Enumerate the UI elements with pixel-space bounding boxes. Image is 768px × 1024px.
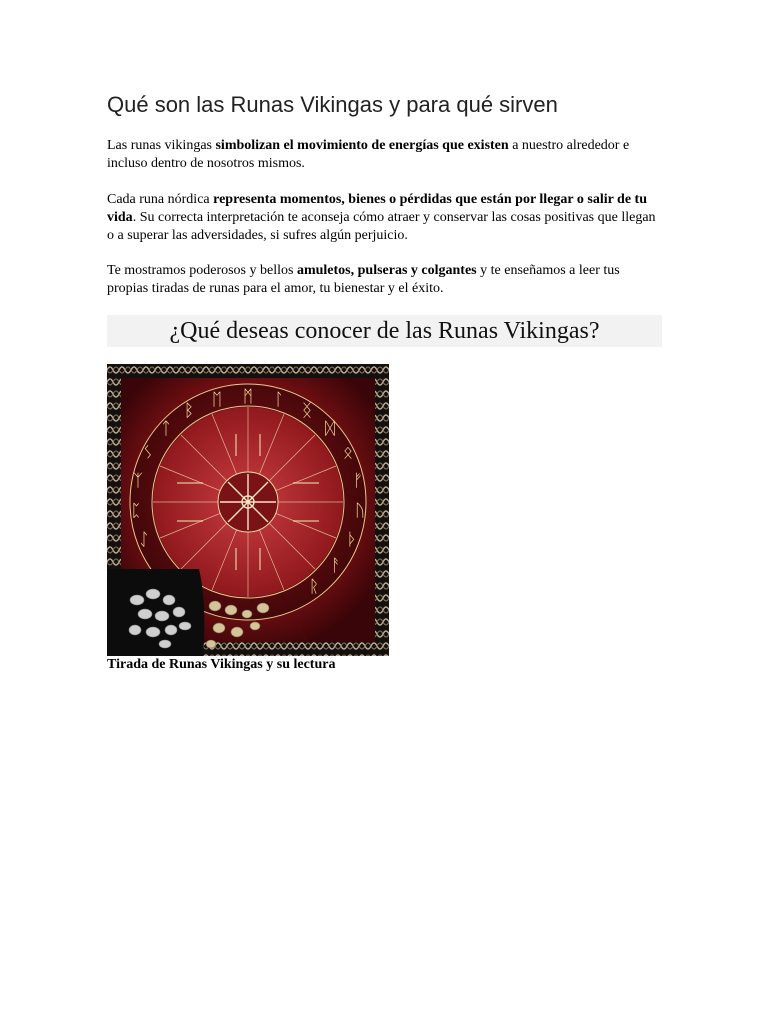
svg-text:ᛞ: ᛞ [324,419,336,439]
svg-text:ᚨ: ᚨ [330,556,342,576]
svg-text:ᚱ: ᚱ [308,577,320,597]
paragraph-text: Cada runa nórdica [107,192,214,207]
paragraph-offer [107,262,663,298]
paragraph-text: a nuestro alrededor e incluso dentro de nosotros mismos. [107,138,630,171]
svg-text:ᚢ: ᚢ [354,501,366,521]
paragraph-intro [107,137,663,173]
paragraph-meaning [107,191,663,245]
svg-text:ᛏ: ᛏ [160,419,172,439]
svg-text:ᚠ: ᚠ [352,471,364,491]
paragraph-bold-text: representa momentos, bienes o pérdidas que están por llegar o salir de tu vida [107,192,648,225]
svg-text:ᛇ: ᛇ [138,530,150,550]
section-banner: ¿Qué deseas conocer de las Runas Vikingas? [107,315,662,347]
paragraph-text: Las runas vikingas [107,138,216,153]
runes-cloth-image [107,364,389,656]
paragraph-text: y te enseñamos a leer tus propias tiradas de runas para el amor, tu bienestar y el éxito. [107,263,620,296]
svg-text:ᛉ: ᛉ [132,471,144,491]
image-caption: Tirada de Runas Vikingas y su lectura [107,657,336,672]
svg-text:ᛖ: ᛖ [211,390,223,410]
paragraph-bold-text: simbolizan el movimiento de energías que existen [215,138,509,153]
svg-text:ᛟ: ᛟ [342,443,354,463]
svg-text:ᛗ: ᛗ [242,387,254,407]
paragraph-bold-text: amuletos, pulseras y colgantes [296,263,477,278]
svg-text:ᛝ: ᛝ [301,401,313,421]
svg-text:ᚦ: ᚦ [346,530,358,550]
page-title: Qué son las Runas Vikingas y para qué sirven [107,92,558,117]
svg-text:ᛒ: ᛒ [183,401,195,421]
paragraph-text: Te mostramos poderosos y bellos [107,263,297,278]
svg-text:ᛈ: ᛈ [130,501,142,521]
svg-text:ᛚ: ᛚ [273,390,285,410]
paragraph-text: . Su correcta interpretación te aconseja cómo atraer y conservar las cosas positivas que llegan o a superar las adversidades, si sufres algún perjuicio. [107,210,656,243]
svg-text:ᛊ: ᛊ [142,443,154,463]
